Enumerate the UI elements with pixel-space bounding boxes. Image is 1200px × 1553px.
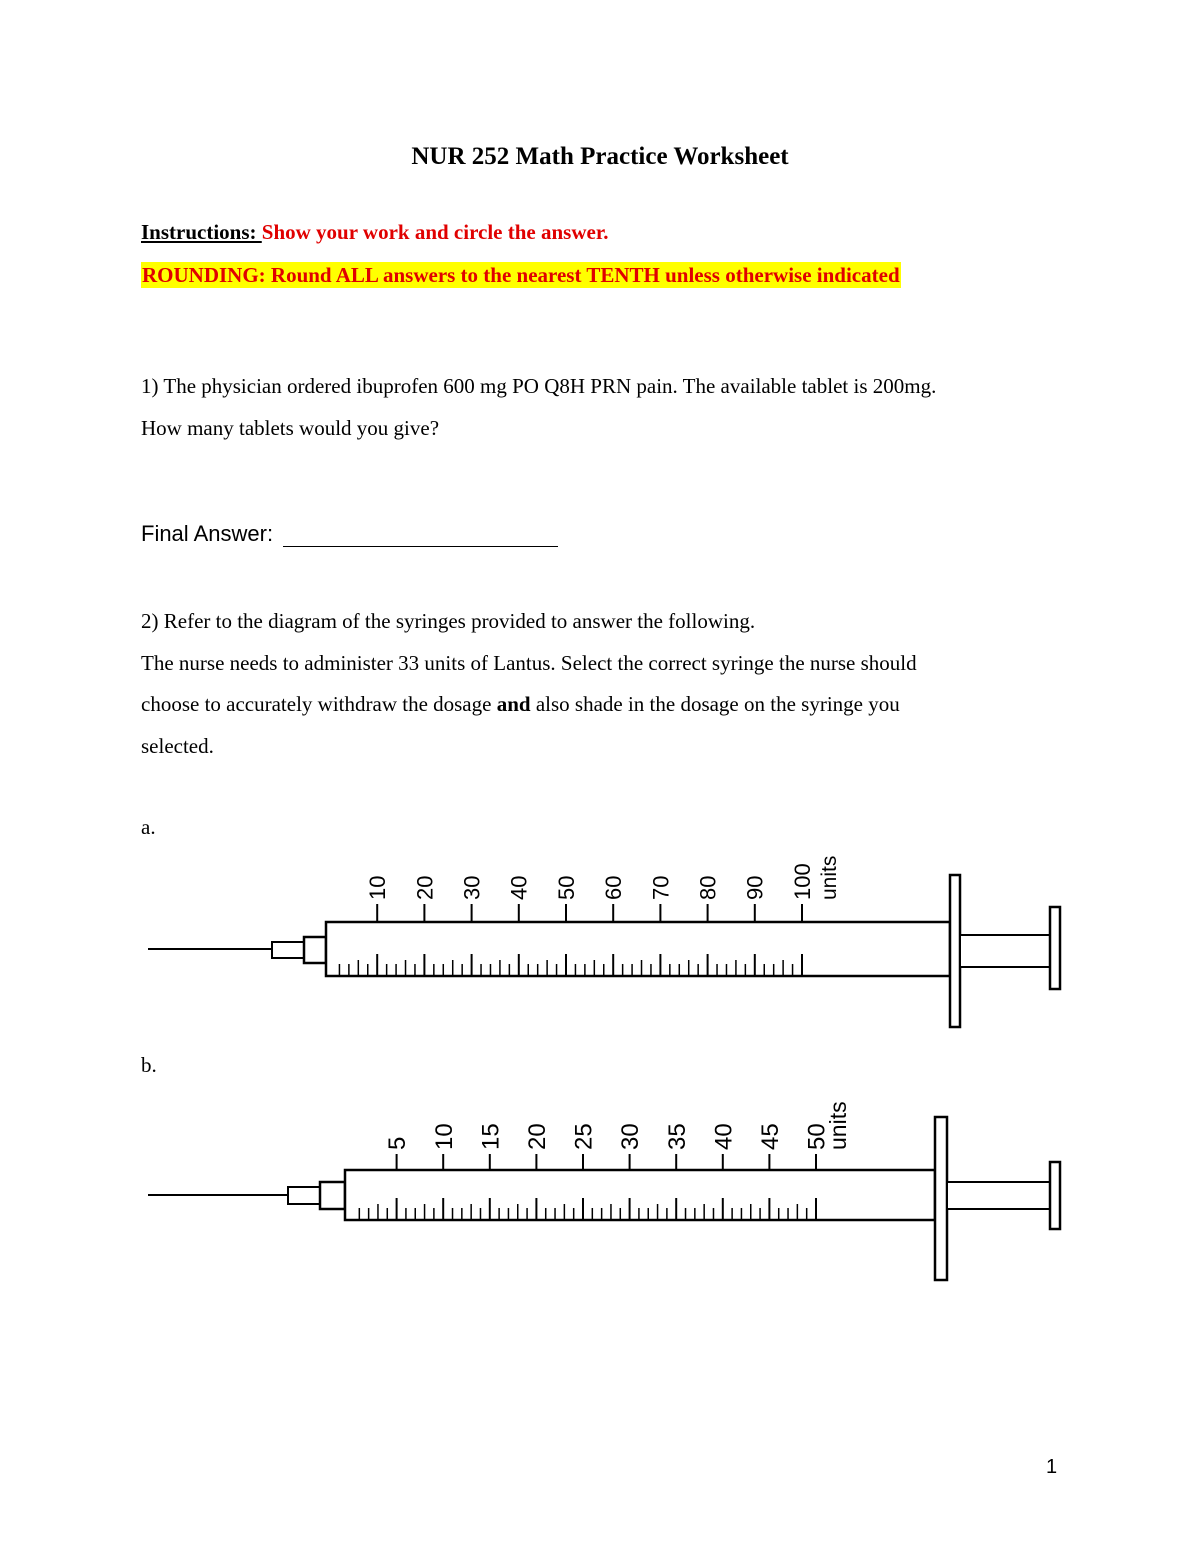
page-title: NUR 252 Math Practice Worksheet	[411, 143, 789, 170]
instructions-text: Show your work and circle the answer.	[261, 220, 609, 244]
question-1-line-2: How many tablets would you give?	[141, 415, 440, 440]
syringe-b-tick-label: 30	[617, 1123, 645, 1150]
question-1	[141, 366, 1061, 449]
syringe-b-tick-label: 25	[570, 1123, 598, 1150]
option-a-label: a.	[141, 815, 156, 839]
syringe-b-tick-label: 20	[524, 1123, 552, 1150]
final-answer-blank[interactable]	[283, 524, 558, 547]
syringe-a-tick-label: 40	[506, 875, 532, 900]
question-2-line-2: The nurse needs to administer 33 units of Lantus. Select the correct syringe the nurse should	[141, 650, 917, 675]
question-1-line-1: 1) The physician ordered ibuprofen 600 mg PO Q8H PRN pain. The available tablet is 200mg.	[141, 374, 937, 398]
page-number: 1	[1046, 1456, 1058, 1478]
syringe-a-plunger-rod[interactable]	[960, 935, 1050, 967]
syringe-b-plunger-rod[interactable]	[947, 1182, 1050, 1209]
final-answer-label: Final Answer:	[141, 521, 280, 546]
question-2-line-4: selected.	[141, 733, 214, 758]
syringe-a-unit-label: units	[818, 855, 841, 900]
final-answer	[141, 521, 558, 547]
option-b-label: b.	[141, 1053, 157, 1077]
syringe-b-hub-tip	[288, 1187, 320, 1204]
syringe-a-barrel[interactable]	[326, 922, 950, 976]
syringe-a-tick-label: 50	[553, 875, 579, 900]
syringe-a-tick-label: 80	[695, 875, 721, 900]
syringe-a-plunger-cap[interactable]	[1050, 907, 1060, 989]
instructions-label: Instructions:	[141, 220, 262, 244]
syringe-a-flange	[950, 875, 960, 1027]
syringe-a-tick-label: 100	[789, 863, 815, 900]
syringe-a-tick-label: 20	[412, 875, 438, 900]
syringe-b-plunger-cap[interactable]	[1050, 1162, 1060, 1229]
syringe-b-tick-label: 40	[710, 1123, 738, 1150]
syringe-b-tick-label: 5	[384, 1136, 412, 1150]
syringe-b-tick-label: 45	[757, 1123, 785, 1150]
question-2-line-3	[141, 684, 1061, 726]
syringe-b-tick-label: 10	[430, 1123, 458, 1150]
question-2	[141, 601, 1061, 767]
question-2-line-3-end: also shade in the dosage on the syringe you	[530, 692, 900, 716]
rounding-notice: ROUNDING: Round ALL answers to the nearest TENTH unless otherwise indicated	[142, 263, 900, 287]
syringe-a-hub-tip	[272, 942, 304, 958]
syringe-b-tick-label: 35	[663, 1123, 691, 1150]
syringe-b[interactable]	[0, 1085, 1200, 1285]
question-2-line-3-start: choose to accurately withdraw the dosage	[141, 692, 497, 716]
syringe-a-tick-label: 30	[459, 875, 485, 900]
syringe-b-hub	[320, 1182, 345, 1209]
syringe-a-hub	[304, 937, 326, 963]
syringe-b-tick-label: 15	[477, 1123, 505, 1150]
syringe-a[interactable]	[0, 845, 1200, 1035]
syringe-a-tick-label: 10	[365, 875, 391, 900]
question-2-line-1: 2) Refer to the diagram of the syringes provided to answer the following.	[141, 609, 756, 633]
syringe-a-tick-label: 60	[601, 875, 627, 900]
syringe-a-tick-label: 90	[742, 875, 768, 900]
syringe-b-unit-label: units	[825, 1101, 851, 1150]
syringe-b-tick-label: 50	[803, 1123, 831, 1150]
question-2-line-3-bold: and	[496, 692, 531, 716]
syringe-b-flange	[935, 1117, 947, 1280]
syringe-a-tick-label: 70	[648, 875, 674, 900]
instructions	[141, 220, 608, 245]
